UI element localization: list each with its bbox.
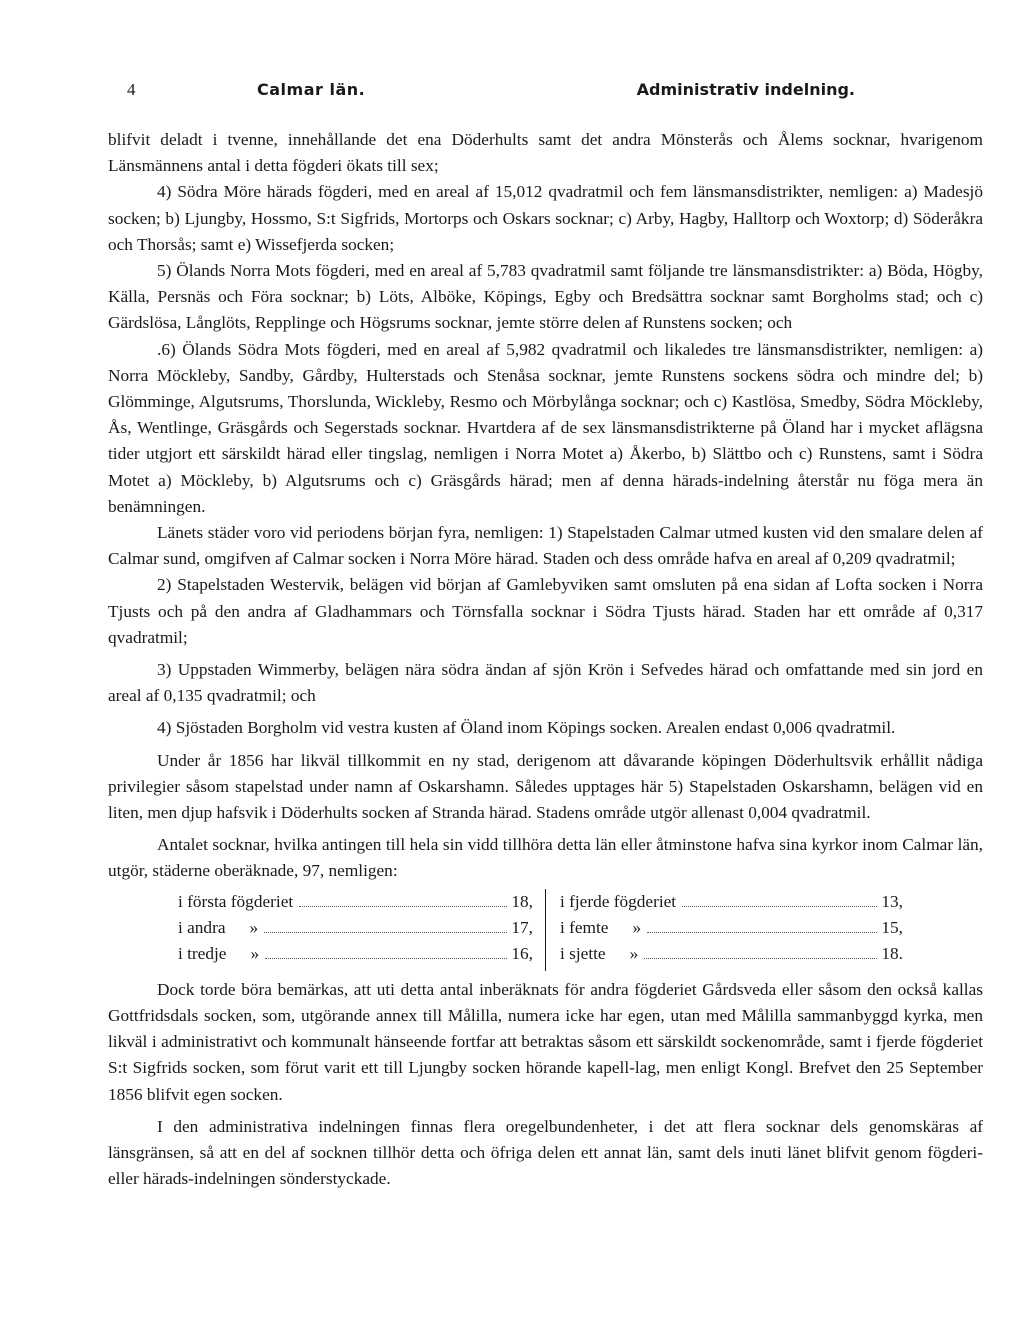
row-label: i tredje	[178, 943, 227, 963]
paragraph-sodra-more: 4) Södra Möre härads fögderi, med en areal af 15,012 qvadratmil och fem länsmansdistrikter, nemligen: a) Madesjö socken; b) Ljungby, Hossmo, S:t Sigfrids, Mortorps och Oskars socknar; c) Arby, Hagby, Halltorp och Woxtorp; d) Söderåkra och Thorsås; samt e) Wissefjerda socken;	[108, 182, 983, 254]
paragraph-norra-mot: 5) Ölands Norra Mots fögderi, med en areal af 5,783 qvadratmil samt följande tre länsmansdistrikter: a) Böda, Högby, Källa, Persnäs och Föra socknar; b) Löts, Alböke, Köpings, Egby och Bredsättra socknar samt Borgholms stad; och c) Gärdslösa, Långlöts, Repplinge och Högsrums socknar, jemte större delen af Runstens socken; och	[108, 261, 983, 333]
paragraph-westervik: 2) Stapelstaden Westervik, belägen vid början af Gamlebyviken samt omsluten på ena sidan af Lofta socken i Norra Tjusts och på den andra af Gladhammars och Törnsfalla socknar i Södra Tjusts härad. Staden har ett område af 0,317 qvadratmil;	[108, 575, 983, 647]
paragraph-oregelbundenheter: I den administrativa indelningen finnas flera oregelbundenheter, i det att flera socknar dels genomskäras af länsgränsen, så att en del af socknen tillhör detta och öfriga delen ett annat län, samt dels inuti länet blifvit genom fögderi- eller härads-indelningen sönderstyckade.	[108, 1116, 983, 1189]
dot-leader	[299, 906, 507, 907]
county-title: Calmar län.	[257, 80, 366, 99]
table-row	[560, 941, 903, 967]
ditto-mark: »	[249, 917, 259, 937]
row-label: i sjette	[560, 943, 606, 963]
dot-leader	[647, 932, 877, 933]
running-header	[127, 80, 855, 110]
paragraph-borgholm: 4) Sjöstaden Borgholm vid vestra kusten af Öland inom Köpings socken. Arealen endast 0,006 qvadratmil.	[157, 718, 896, 738]
row-value: 15,	[881, 917, 903, 937]
dot-leader	[682, 906, 877, 907]
paragraph-continuation: blifvit deladt i tvenne, innehållande det ena Döderhults samt det andra Mönsterås och Ålems socknar, hvarigenom Länsmännens antal i detta fögderi ökats till sex;	[108, 130, 983, 176]
section-title: Administrativ indelning.	[636, 80, 855, 99]
row-value: 17,	[511, 917, 533, 937]
row-label: i fjerde fögderiet	[560, 891, 677, 911]
table-row	[560, 889, 903, 915]
row-value: 18.	[881, 943, 903, 963]
row-value: 18,	[511, 891, 533, 911]
ditto-mark: »	[250, 943, 260, 963]
row-value: 16,	[511, 943, 533, 963]
table-column-left	[108, 889, 545, 971]
paragraph-wimmerby: 3) Uppstaden Wimmerby, belägen nära södra ändan af sjön Krön i Sefvedes härad och omfattande med sin jord en areal af 0,135 qvadratmil; och	[108, 660, 983, 706]
dot-leader	[644, 958, 877, 959]
parish-count-table	[108, 889, 983, 971]
page-number: 4	[127, 80, 136, 99]
row-label: i femte	[560, 917, 609, 937]
body-text	[108, 127, 983, 1192]
table-row	[178, 915, 533, 941]
paragraph-socknar: Antalet socknar, hvilka antingen till hela sin vidd tillhöra detta län eller åtminstone hafva sina kyrkor inom Calmar län, utgör, städerne oberäknade, 97, nemligen:	[108, 835, 983, 881]
dot-leader	[265, 958, 507, 959]
row-value: 13,	[881, 891, 903, 911]
table-column-right	[545, 889, 983, 971]
ditto-mark: »	[629, 943, 639, 963]
row-label: i första fögderiet	[178, 891, 294, 911]
paragraph-sodra-mot: .6) Ölands Södra Mots fögderi, med en areal af 5,982 qvadratmil och likaledes tre länsmansdistrikter, nemligen: a) Norra Möckleby, Sandby, Gårdby, Hulterstads och Stenåsa socknar, jemte Runstens sockens södra och mindre del; b) Glömminge, Algutsrums, Thorslunda, Wickleby, Resmo och Mörbylånga socknar; och c) Kastlösa, Smedby, Södra Möckleby, Ås, Wentlinge, Gräsgårds och Segerstads socknar. Hvartdera af de sex länsmansdistrikterne på Öland har i mycket aflägsna tider utgjort ett särskildt härad eller tingslag, nemligen i Norra Motet a) Åkerbo, b) Slättbo och c) Runstens, samt i Södra Motet a) Möckleby, b) Algutsrums och c) Gräsgårds härad; men af denna härads-indelning återstår nu föga mera än benämningen.	[108, 339, 983, 516]
row-label: i andra	[178, 917, 226, 937]
table-row	[178, 941, 533, 967]
paragraph-oskarshamn: Under år 1856 har likväl tillkommit en ny stad, derigenom att dåvarande köpingen Döderhultsvik erhållit nådiga privilegier såsom stapelstad under namn af Oskarshamn. Således upptages här 5) Stapelstaden Oskarshamn, belägen vid en liten, men djup hafsvik i Döderhults socken af Stranda härad. Stadens område utgör allenast 0,004 qvadratmil.	[108, 750, 983, 823]
ditto-mark: »	[632, 917, 642, 937]
table-row	[560, 915, 903, 941]
paragraph-gardsveda: Dock torde böra bemärkas, att uti detta antal inberäknats för andra fögderiet Gårdsveda eller såsom den också kallas Gottfridsdals socken, som, utgörande annex till Målilla, numera icke har egen, utan med Målilla sammanbyggd kyrka, men likväl i administrativt och kommunalt hänseende fortfar att betraktas såsom ett särskildt sockenområde, samt i fjerde fögderiet S:t Sigfrids socken, som förut varit ett till Ljungby socken hörande kapell-lag, men enligt Kongl. Brefvet den 25 September 1856 blifvit egen socken.	[108, 979, 983, 1104]
paragraph-stader: Länets städer voro vid periodens början fyra, nemligen: 1) Stapelstaden Calmar utmed kusten vid den smalare delen af Calmar sund, omgifven af Calmar socken i Norra Möre härad. Staden och dess område hafva en areal af 0,209 qvadratmil;	[108, 523, 983, 569]
dot-leader	[264, 932, 507, 933]
table-row	[178, 889, 533, 915]
